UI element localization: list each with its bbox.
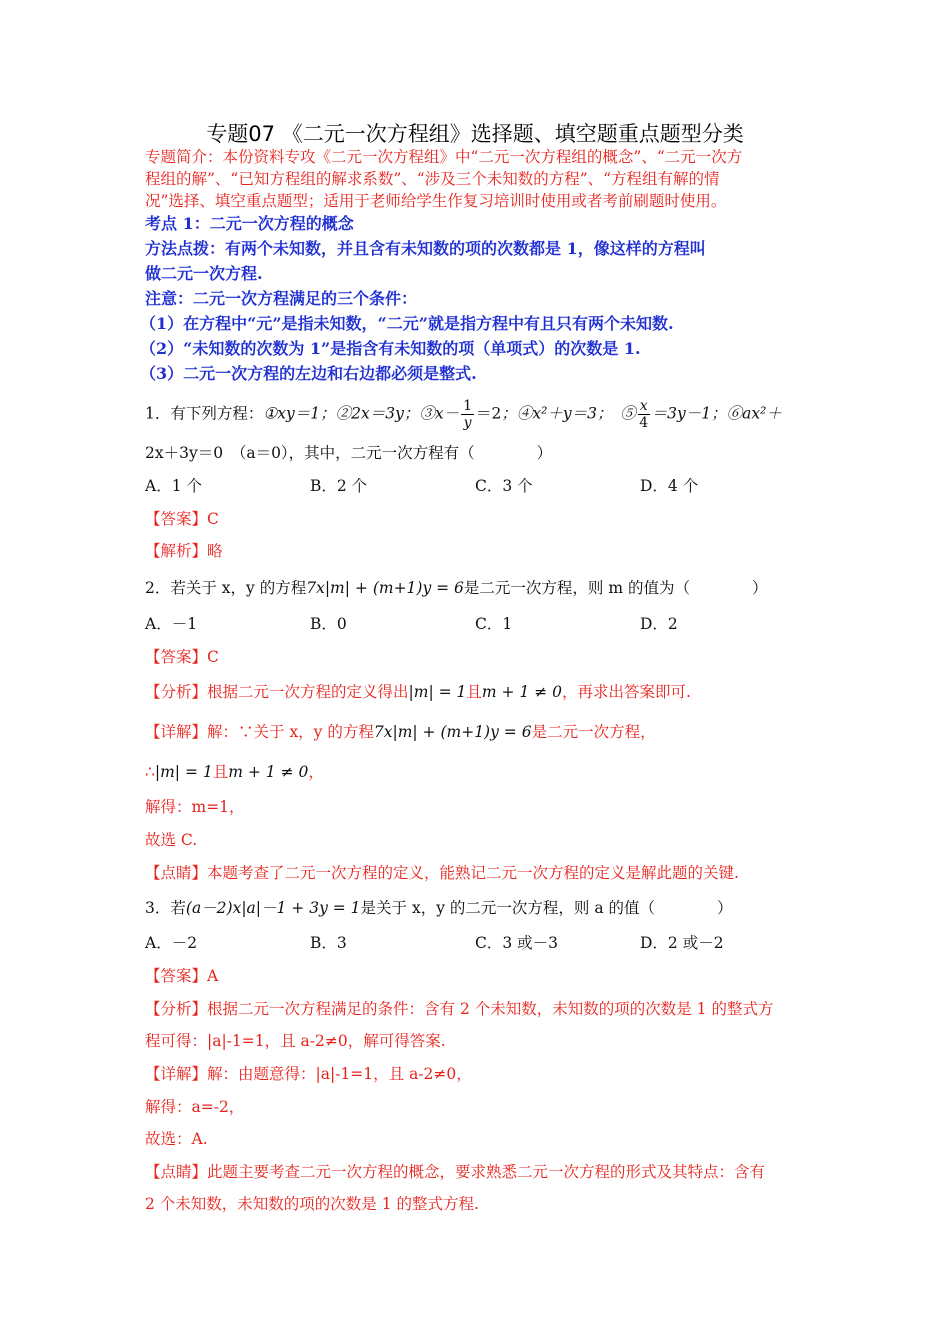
q1-fraction-2 <box>638 398 650 431</box>
intro-line-2: 程组的解”、“已知方程组的解求系数”、“涉及三个未知数的方程”、“方程组有解的情 <box>145 170 720 188</box>
q1-lead: 有下列方程： <box>170 404 264 423</box>
q2-fenxi-a: 根据二元一次方程的定义得出 <box>207 683 409 701</box>
q2-stem-b: 是二元一次方程，则 m 的值为（ ） <box>463 579 768 597</box>
q2-fenxi-c: ，再求出答案即可. <box>562 683 691 701</box>
q1-analysis-text: 略 <box>207 542 223 560</box>
q3-option-c: C．3 或－3 <box>475 934 559 952</box>
q3-stem <box>145 897 733 919</box>
q2-choose: 故选 C. <box>145 831 198 849</box>
q3-answer-value: A <box>207 967 219 985</box>
q3-number: 3． <box>145 899 171 917</box>
q2-dianjing <box>145 862 739 884</box>
q1-eq-part-1: ①xy＝1；②2x＝3y；③ <box>263 404 435 423</box>
q1-analysis <box>145 540 223 562</box>
q1-answer-value: C <box>207 510 219 528</box>
page-title: 专题07 《二元一次方程组》选择题、填空题重点题型分类 <box>206 122 744 146</box>
q2-answer <box>145 646 219 668</box>
method-line-2: 做二元一次方程. <box>145 264 263 283</box>
q1-eq-part-3: ＝3y－1；⑥ax²＋ <box>651 404 782 423</box>
q1-option-b: B．2 个 <box>310 477 368 495</box>
q3-dianjing-line-2: 2 个未知数，未知数的项的次数是 1 的整式方程. <box>145 1195 479 1213</box>
intro-line-3: 况”选择、填空重点题型；适用于老师给学生作复习培训时使用或者考前刷题时使用。 <box>145 192 727 210</box>
q1-analysis-tag: 【解析】 <box>145 542 208 560</box>
q3-option-a: A．－2 <box>145 934 198 952</box>
q3-option-b: B．3 <box>310 934 347 952</box>
kaodian-heading: 考点 1：二元一次方程的概念 <box>145 214 354 233</box>
method-line-1: 方法点拨：有两个未知数，并且含有未知数的项的次数都是 1，像这样的方程叫 <box>145 239 706 258</box>
q2-detail-eq: 7x|m| + (m+1)y = 6 <box>373 723 532 741</box>
q1-option-c: C．3 个 <box>475 477 533 495</box>
q1-fraction-1 <box>461 398 474 431</box>
q3-fenxi-tag: 【分析】 <box>145 1000 208 1018</box>
q1-frac2-num: x <box>639 398 648 414</box>
q2-answer-tag: 【答案】 <box>145 648 208 666</box>
q2-fenxi-eq1: |m| = 1 <box>408 683 467 701</box>
q2-fenxi-b: 且 <box>466 683 482 701</box>
q1-frac1-post: ＝2 <box>476 404 502 423</box>
q2-option-d: D．2 <box>640 615 678 633</box>
q2-dianjing-text: 本题考查了二元一次方程的定义，能熟记二元一次方程的定义是解此题的关键. <box>207 864 739 882</box>
q2-option-c: C．1 <box>475 615 513 633</box>
q1-eq-part-2: ；④x²＋y＝3； ⑤ <box>501 404 636 423</box>
q3-fenxi-line-2: 程可得：|a|-1=1，且 a-2≠0，解可得答案. <box>145 1032 446 1050</box>
q3-dianjing-line-1 <box>145 1161 765 1183</box>
q2-option-a: A．－1 <box>145 615 198 633</box>
q3-option-d: D．2 或－2 <box>640 934 724 952</box>
q2-therefore-b: 且 <box>212 763 229 781</box>
q1-frac1-pre: x－ <box>434 404 460 423</box>
q2-therefore-c: ， <box>308 763 324 781</box>
q2-option-b: B．0 <box>310 615 347 633</box>
q3-detail-text: 解：由题意得：|a|-1=1，且 a-2≠0， <box>207 1065 472 1083</box>
q2-fenxi-eq2: m + 1 ≠ 0 <box>481 683 563 701</box>
q1-frac2-den: 4 <box>639 415 649 431</box>
q3-detail-tag: 【详解】 <box>145 1065 208 1083</box>
q1-frac1-num: 1 <box>463 398 473 414</box>
q3-dianjing-tag: 【点睛】 <box>145 1163 208 1181</box>
q2-stem-a: 若关于 x，y 的方程 <box>170 579 307 597</box>
q2-therefore-a: ∴ <box>145 763 155 781</box>
q3-detail <box>145 1063 472 1085</box>
q3-stem-b: 是关于 x，y 的二元一次方程，则 a 的值（ ） <box>360 899 733 917</box>
q2-fenxi <box>145 681 691 703</box>
q2-answer-value: C <box>207 648 219 666</box>
q3-solve: 解得：a=-2， <box>145 1098 245 1116</box>
q2-therefore <box>145 761 324 783</box>
intro-line-1: 专题简介：本份资料专攻《二元一次方程组》中“二元一次方程组的概念”、“二元一次方 <box>145 148 743 166</box>
q3-stem-a: 若 <box>170 899 186 917</box>
q2-detail-b: 是二元一次方程， <box>531 723 656 741</box>
q3-fenxi-1: 根据二元一次方程满足的条件：含有 2 个未知数，未知数的项的次数是 1 的整式方 <box>207 1000 774 1018</box>
q3-answer-tag: 【答案】 <box>145 967 208 985</box>
q2-dianjing-tag: 【点睛】 <box>145 864 208 882</box>
condition-2: （2）“未知数的次数为 1”是指含有未知数的项（单项式）的次数是 1. <box>140 339 641 358</box>
q1-stem-line-2: 2x＋3y＝0 （a＝0），其中，二元一次方程有（ ） <box>145 444 553 462</box>
q2-therefore-eq1: |m| = 1 <box>154 763 213 781</box>
condition-3: （3）二元一次方程的左边和右边都必须是整式. <box>140 364 477 383</box>
q2-number: 2． <box>145 579 171 597</box>
q3-equation: (a－2)x|a|－1 + 3y = 1 <box>185 899 361 917</box>
q1-option-d: D．4 个 <box>640 477 699 495</box>
q2-fenxi-tag: 【分析】 <box>145 683 208 701</box>
q3-answer <box>145 965 218 987</box>
q1-stem-line-1 <box>145 398 782 431</box>
q2-stem <box>145 577 767 599</box>
q2-equation: 7x|m| + (m+1)y = 6 <box>306 579 464 597</box>
q1-answer <box>145 508 219 530</box>
q1-option-a: A．1 个 <box>145 477 202 495</box>
q2-detail-a: 解：∵关于 x，y 的方程 <box>207 723 374 741</box>
q2-therefore-eq2: m + 1 ≠ 0 <box>228 763 309 781</box>
q2-solve: 解得：m=1， <box>145 798 245 816</box>
q3-choose: 故选：A. <box>145 1130 208 1148</box>
notice-line: 注意：二元一次方程满足的三个条件： <box>145 289 418 308</box>
q3-dianjing-1: 此题主要考查二元一次方程的概念，要求熟悉二元一次方程的形式及其特点：含有 <box>207 1163 766 1181</box>
q1-answer-tag: 【答案】 <box>145 510 208 528</box>
q1-frac1-den: y <box>463 415 472 431</box>
condition-1: （1）在方程中“元”是指未知数，“二元”就是指方程中有且只有两个未知数. <box>140 314 674 333</box>
q1-number: 1． <box>145 404 171 423</box>
q2-detail <box>145 721 656 743</box>
q3-fenxi-line-1 <box>145 998 773 1020</box>
q2-detail-tag: 【详解】 <box>145 723 208 741</box>
